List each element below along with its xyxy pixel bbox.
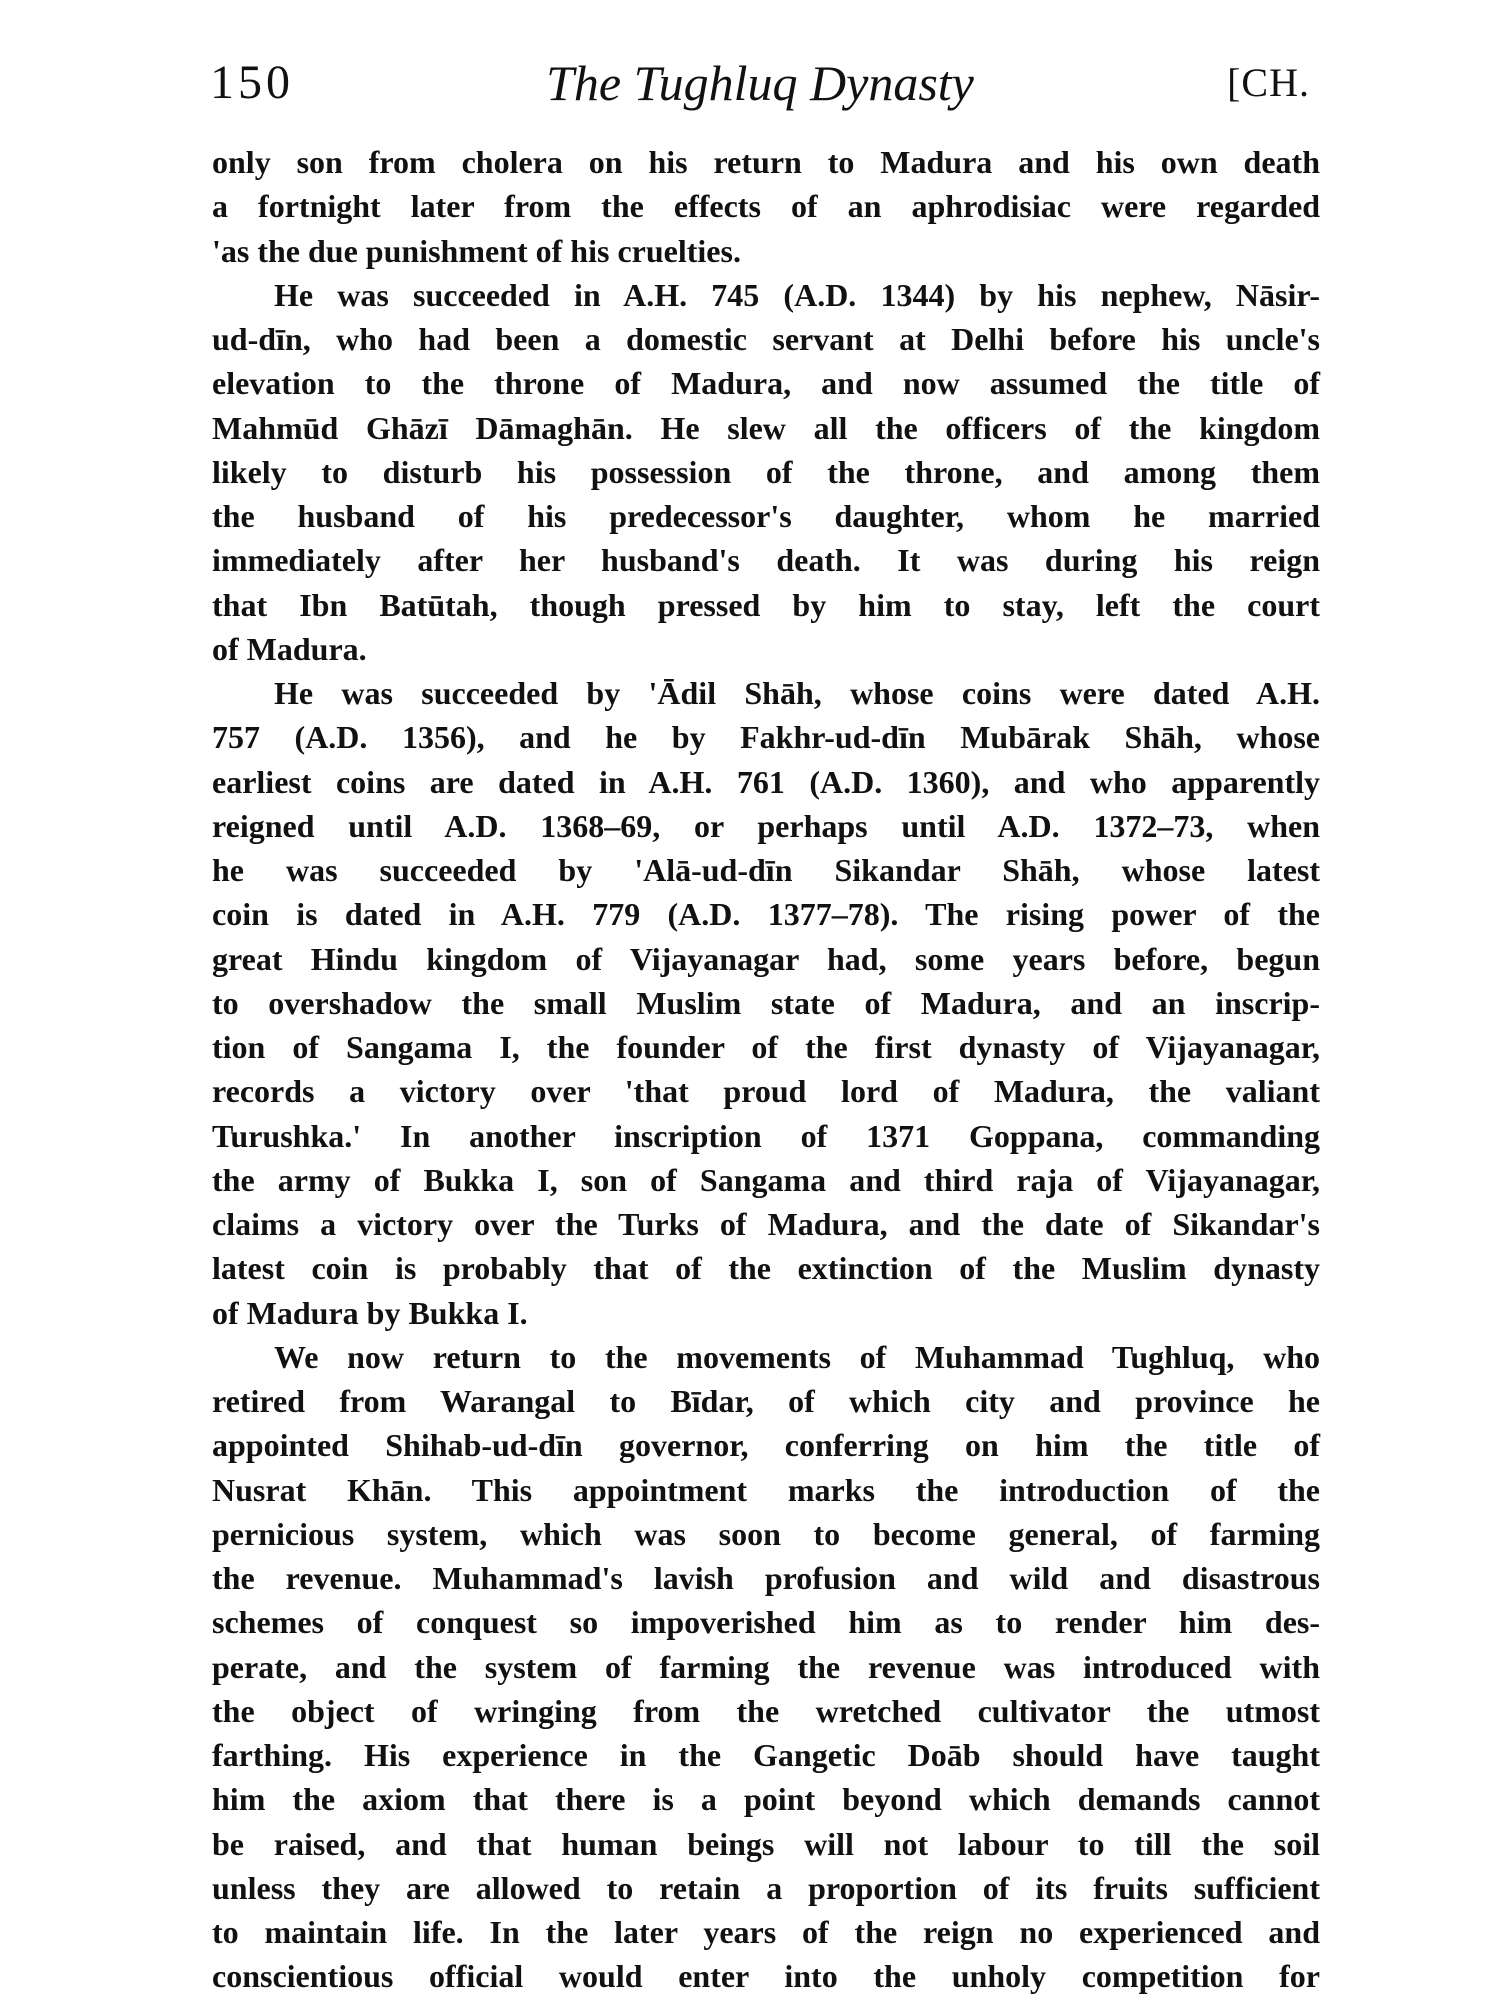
text-line: latest coin is probably that of the extinction of the Muslim dynasty xyxy=(212,1250,1320,1287)
text-line: farthing. His experience in the Gangetic Doāb should have taught xyxy=(212,1737,1320,1773)
text-line: a fortnight later from the effects of an aphrodisiac were regarded xyxy=(212,188,1320,225)
text-line: elevation to the throne of Madura, and now assumed the title of xyxy=(212,365,1320,402)
text-line: claims a victory over the Turks of Madura, and the date of Sikandar's xyxy=(212,1206,1320,1242)
text-line: perate, and the system of farming the revenue was introduced with xyxy=(212,1648,1320,1685)
text-line: Mahmūd Ghāzī Dāmaghān. He slew all the officers of the kingdom xyxy=(212,409,1320,446)
text-line: retired from Warangal to Bīdar, of which city and province he xyxy=(212,1383,1320,1419)
text-line: the object of wringing from the wretched cultivator the utmost xyxy=(212,1692,1320,1729)
text-line: him the axiom that there is a point beyond which demands cannot xyxy=(212,1781,1320,1818)
text-line: He was succeeded by 'Ādil Shāh, whose coins were dated A.H. xyxy=(274,675,1320,711)
text-line: of Madura by Bukka I. xyxy=(212,1294,528,1331)
text-line: coin is dated in A.H. 779 (A.D. 1377–78). The rising power of the xyxy=(212,896,1320,933)
text-line: Turushka.' In another inscription of 1371 Goppana, commanding xyxy=(212,1117,1320,1154)
text-line: he was succeeded by 'Alā-ud-dīn Sikandar Shāh, whose latest xyxy=(212,852,1320,888)
text-line: He was succeeded in A.H. 745 (A.D. 1344) by his nephew, Nāsir- xyxy=(274,276,1320,313)
text-line: Nusrat Khān. This appointment marks the introduction of the xyxy=(212,1471,1320,1508)
text-line: appointed Shihab-ud-dīn governor, conferring on him the title of xyxy=(212,1427,1320,1464)
text-line: be raised, and that human beings will not labour to till the soil xyxy=(212,1825,1320,1862)
text-line: that Ibn Batūtah, though pressed by him to stay, left the court xyxy=(212,586,1320,623)
text-line: records a victory over 'that proud lord of Madura, the valiant xyxy=(212,1073,1320,1110)
text-line: to maintain life. In the later years of the reign no experienced and xyxy=(212,1914,1320,1950)
chapter-mark: [CH. xyxy=(1227,60,1310,105)
text-line: schemes of conquest so impoverished him as to render him des- xyxy=(212,1604,1320,1641)
text-line: only son from cholera on his return to Madura and his own death xyxy=(212,144,1320,180)
running-head xyxy=(210,48,1310,118)
paragraph xyxy=(212,1335,1320,1999)
text-line: earliest coins are dated in A.H. 761 (A.D. 1360), and who apparently xyxy=(212,763,1320,800)
text-line: to overshadow the small Muslim state of Madura, and an inscrip- xyxy=(212,984,1320,1021)
text-line: We now return to the movements of Muhammad Tughluq, who xyxy=(274,1338,1320,1375)
text-line: 'as the due punishment of his cruelties. xyxy=(212,232,741,269)
paragraph xyxy=(212,140,1320,273)
paragraph xyxy=(212,273,1320,671)
text-line: likely to disturb his possession of the throne, and among them xyxy=(212,453,1320,490)
text-line: unless they are allowed to retain a proportion of its fruits sufficient xyxy=(212,1869,1320,1906)
page-number: 150 xyxy=(210,56,294,109)
text-line: pernicious system, which was soon to become general, of farming xyxy=(212,1515,1320,1552)
text-line: great Hindu kingdom of Vijayanagar had, some years before, begun xyxy=(212,940,1320,977)
text-line: reigned until A.D. 1368–69, or perhaps until A.D. 1372–73, when xyxy=(212,807,1320,844)
body-text xyxy=(212,140,1320,1999)
text-line: conscientious official would enter into the unholy competition for xyxy=(212,1958,1320,1995)
text-line: the husband of his predecessor's daughter, whom he married xyxy=(212,498,1320,534)
text-line: ud-dīn, who had been a domestic servant at Delhi before his uncle's xyxy=(212,321,1320,357)
text-line: immediately after her husband's death. It was during his reign xyxy=(212,542,1320,579)
text-line: tion of Sangama I, the founder of the first dynasty of Vijayanagar, xyxy=(212,1029,1320,1065)
running-title: The Tughluq Dynasty xyxy=(546,55,974,111)
text-line: 757 (A.D. 1356), and he by Fakhr-ud-dīn Mubārak Shāh, whose xyxy=(212,719,1320,756)
text-line: the army of Bukka I, son of Sangama and third raja of Vijayanagar, xyxy=(212,1161,1320,1198)
paragraph xyxy=(212,671,1320,1335)
text-line: the revenue. Muhammad's lavish profusion and wild and disastrous xyxy=(212,1560,1320,1596)
text-line: of Madura. xyxy=(212,630,367,667)
